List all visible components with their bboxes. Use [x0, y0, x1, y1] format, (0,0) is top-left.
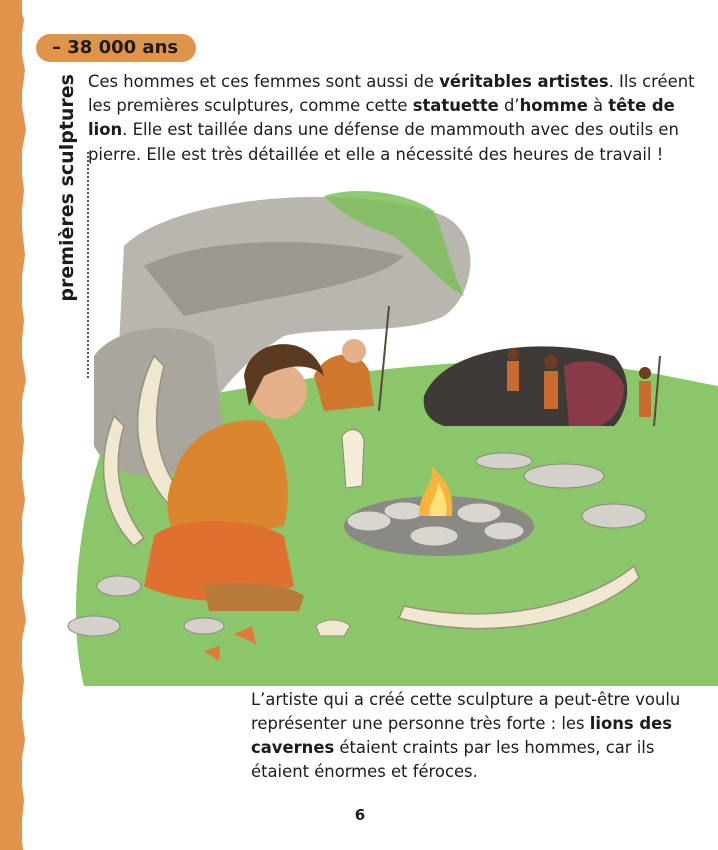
intro-segment: véritables artistes	[439, 72, 609, 91]
intro-segment: . Ils créent les premières sculptures, comme cette	[88, 72, 695, 116]
prehistoric-scene-illustration	[24, 186, 718, 686]
caption-segment: L’artiste qui a créé cette sculpture a peut-être voulu représenter une personne très forte : les	[251, 690, 681, 733]
page-edge-strip	[0, 0, 22, 850]
intro-segment: à	[587, 96, 609, 116]
intro-segment: d’	[498, 96, 520, 116]
intro-segment: statuette	[412, 96, 499, 116]
caption-segment: lions des cavernes	[251, 714, 672, 757]
statuette-icon	[342, 430, 364, 488]
caption-text	[251, 688, 691, 784]
intro-paragraph	[88, 70, 698, 167]
section-title-vertical: premières sculptures	[56, 74, 78, 302]
intro-segment: tête de lion	[88, 96, 675, 140]
page-number: 6	[354, 806, 366, 824]
intro-text	[88, 70, 698, 167]
intro-segment: Ces hommes et ces femmes sont aussi de	[88, 72, 440, 91]
ivory-fragment	[316, 620, 350, 636]
caption-segment: étaient craints par les hommes, car ils étaient énormes et féroces.	[251, 738, 655, 781]
caption-paragraph	[251, 688, 691, 784]
intro-segment: homme	[519, 96, 588, 116]
date-badge: – 38 000 ans	[36, 34, 196, 62]
intro-segment: . Elle est taillée dans une défense de mammouth avec des outils en pierre. Elle est très détaillée et elle a nécessité des heures de travail !	[88, 120, 679, 164]
